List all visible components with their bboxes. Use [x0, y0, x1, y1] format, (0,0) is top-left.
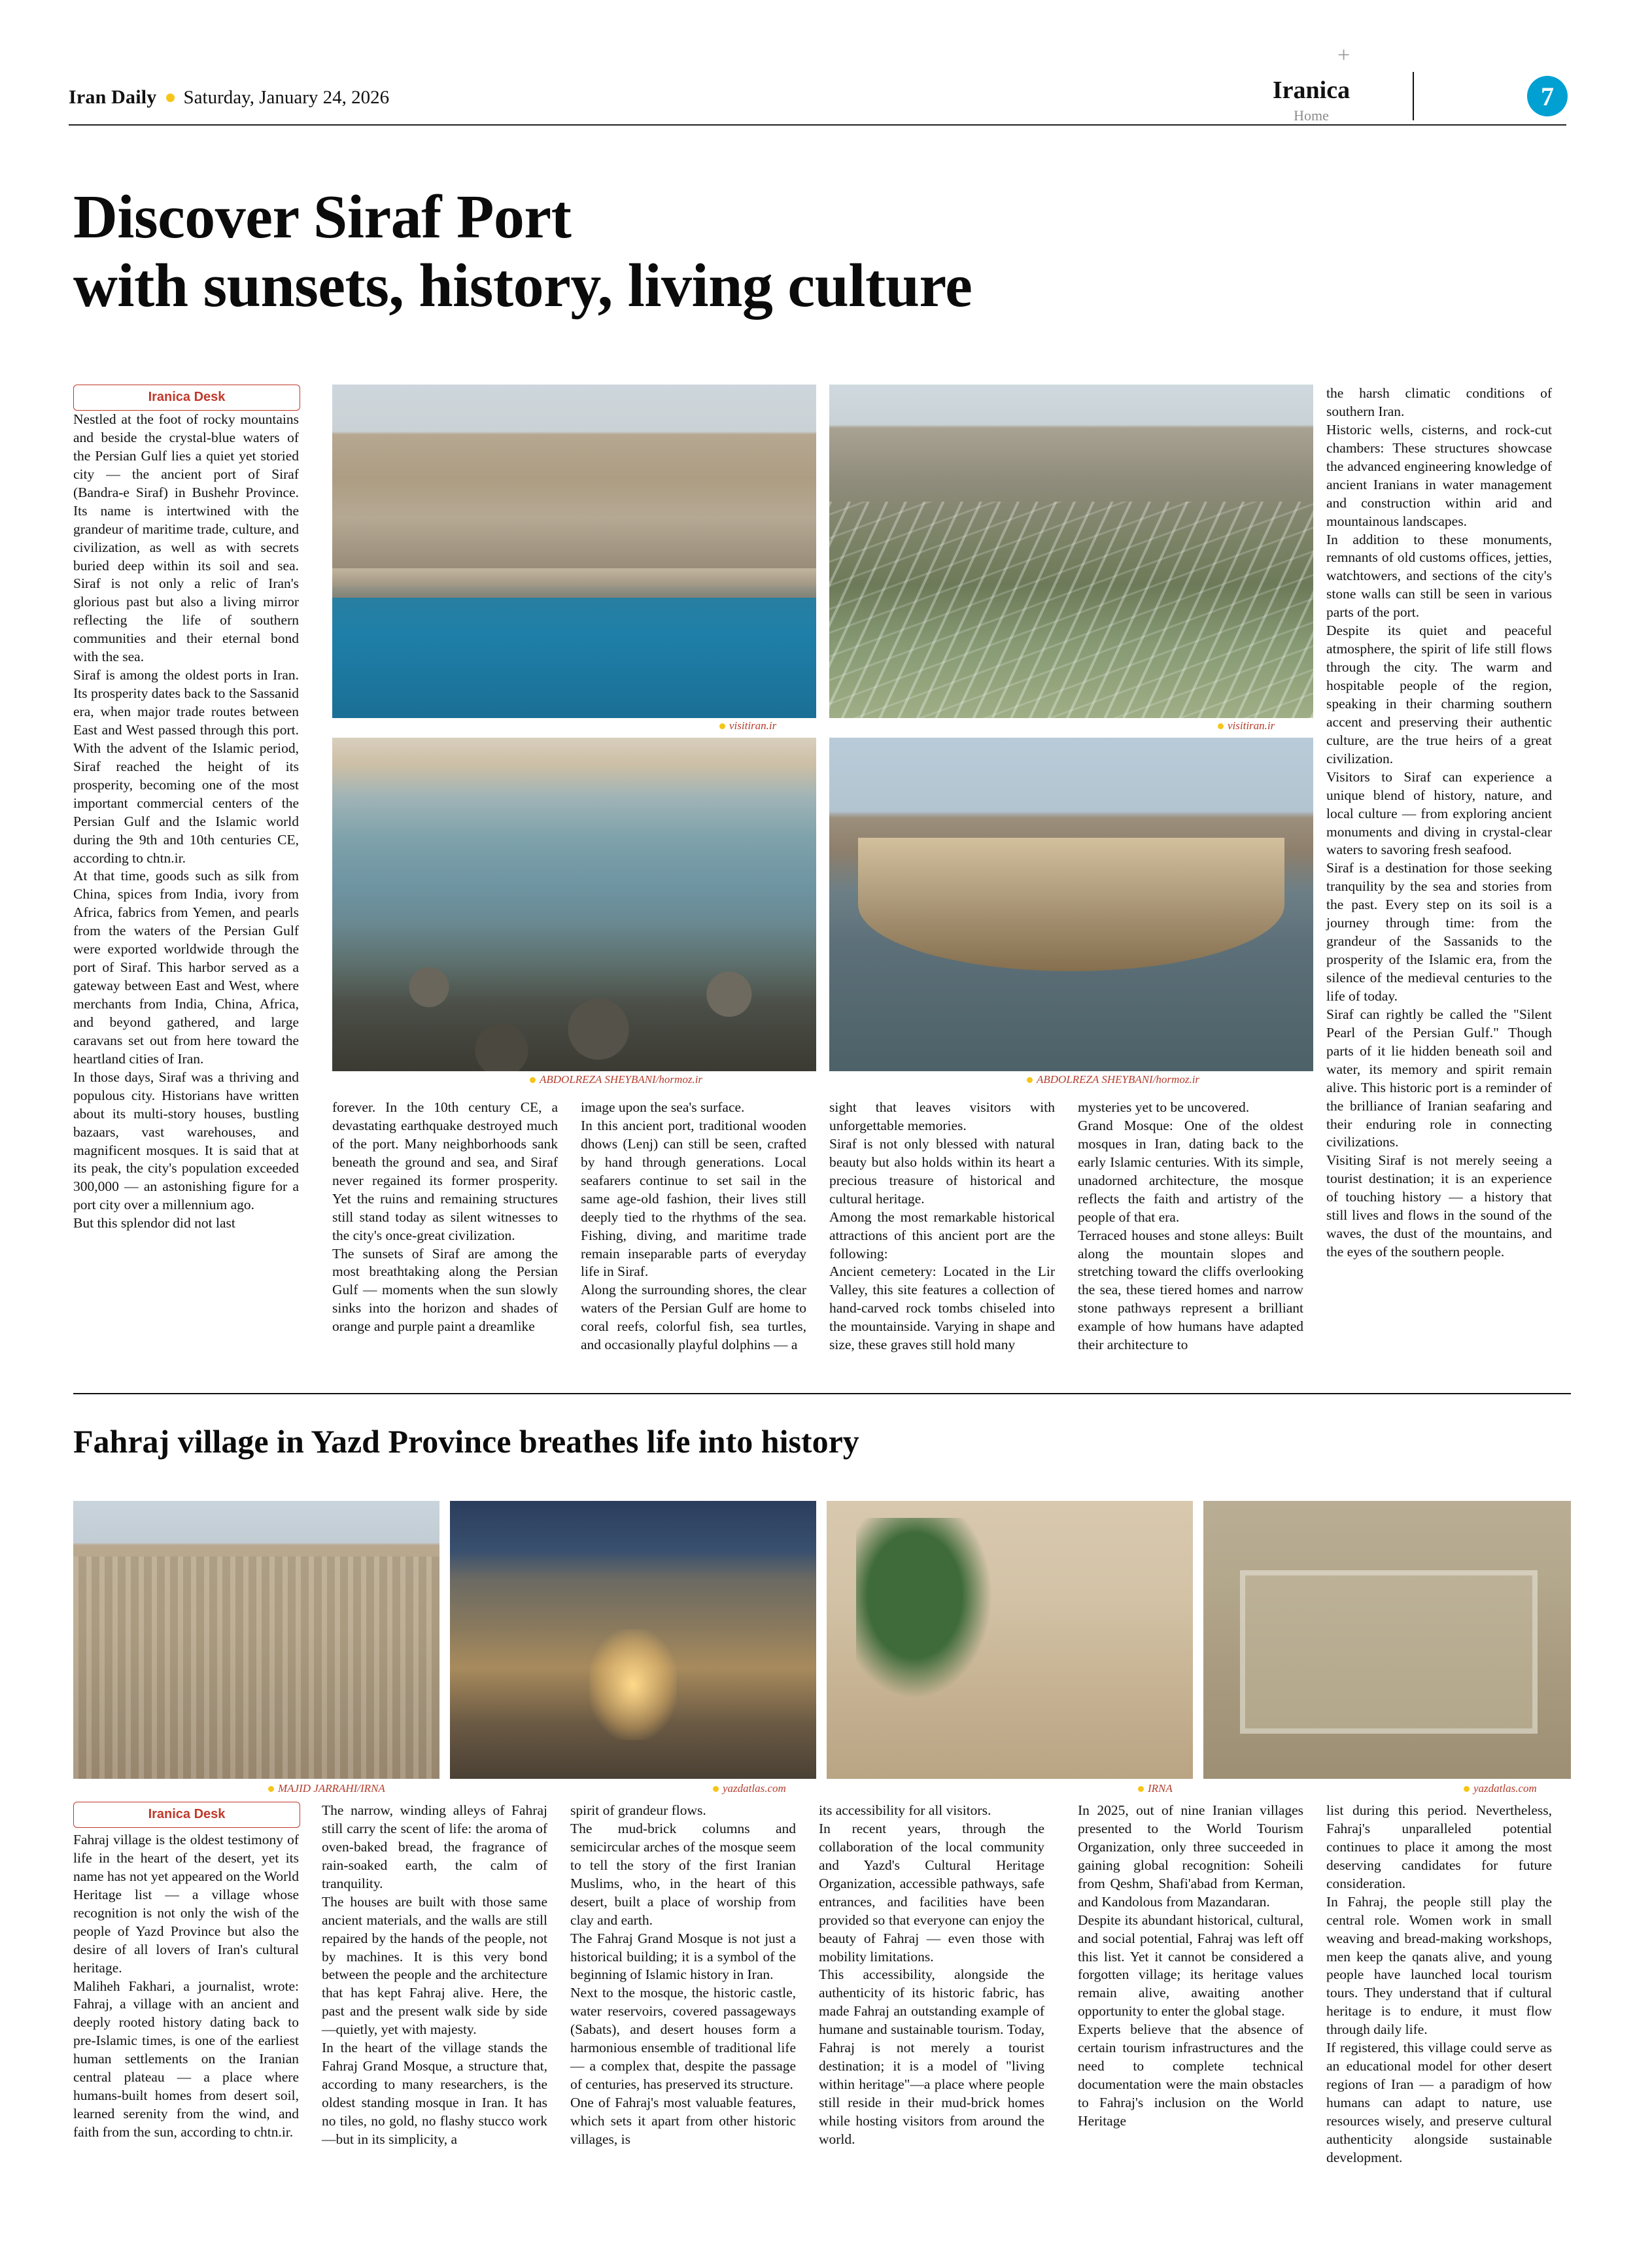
page-number-badge: 7: [1527, 76, 1568, 116]
article1-column-3: [581, 1099, 806, 1354]
credit-text: IRNA: [1148, 1782, 1173, 1795]
article1-desk-badge: Iranica Desk: [73, 385, 300, 411]
siraf-dhow-boats-photo-credit: [1027, 1073, 1199, 1086]
article2-column-5: [1078, 1802, 1303, 2131]
bullet-icon: [166, 94, 175, 102]
article1-column-1: [73, 411, 299, 1233]
paragraph: In addition to these monuments, remnants of old customs offices, jetties, watchtowers, and sections of the city's stone walls can still be seen in various parts of the port.: [1326, 531, 1552, 621]
credit-text: ABDOLREZA SHEYBANI/hormoz.ir: [1037, 1073, 1200, 1086]
paragraph: Siraf is not only blessed with natural beauty but also holds within its heart a precious treasure of historical and cultural heritage.: [829, 1135, 1055, 1207]
credit-text: MAJID JARRAHI/IRNA: [278, 1782, 385, 1795]
credit-text: ABDOLREZA SHEYBANI/hormoz.ir: [540, 1073, 703, 1086]
section-title: Iranica: [1272, 77, 1351, 104]
bullet-icon: [719, 723, 725, 729]
paragraph: Visitors to Siraf can experience a unique blend of history, nature, and local culture — from exploring ancient monuments and diving in crystal-clear waters to savoring fresh seafood.: [1326, 768, 1552, 858]
paragraph: In this ancient port, traditional wooden dhows (Lenj) can still be seen, crafted by hand through generations. Local seafarers continue to set sail in the same age-old fashion, their lives still deeply tied to the rhythms of the sea. Fishing, diving, and maritime trade remain inseparable parts of everyday life in Siraf.: [581, 1117, 806, 1280]
paragraph: Fahraj village is the oldest testimony of life in the heart of the desert, yet its name has not yet appeared on the World Heritage list — a village whose recognition is not only the wish of the people of Yazd Province but also the desire of all lovers of Iran's cultural heritage.: [73, 1832, 299, 1976]
bullet-icon: [1027, 1077, 1033, 1083]
paragraph: In recent years, through the collaboration of the local community and Yazd's Cultural Heritage Organization, accessible pathways, safe entrances, and facilities have been provided so that everyone can enjoy the beauty of Fahraj — even those with mobility limitations.: [819, 1820, 1044, 1965]
credit-text: yazdatlas.com: [723, 1782, 786, 1795]
paragraph: Nestled at the foot of rocky mountains and beside the crystal-blue waters of the Persian Gulf lies a quiet yet storied city — the ancient port of Siraf (Bandra-e Siraf) in Bushehr Province. Its name is intertwined with the grandeur of maritime trade, culture, and civilization, as well as with secrets buried deep within its soil and sea. Siraf is not only a relic of Iran's glorious past but also a living mirror reflecting the life of southern communities and their eternal bond with the sea.: [73, 411, 299, 665]
siraf-dhow-boats-photo: [829, 738, 1313, 1071]
paragraph: The mud-brick columns and semicircular arches of the mosque seem to tell the story of the first Iranian Muslims, who, in the heart of this desert, built a place of worship from clay and earth.: [570, 1820, 796, 1928]
fahraj-mosque-night-photo-credit: [713, 1782, 786, 1795]
bullet-icon: [1464, 1786, 1470, 1792]
paragraph: list during this period. Nevertheless, Fahraj's unparalleled potential continues to place it among the most deserving candidates for future consideration.: [1326, 1802, 1552, 1891]
article2-desk-badge: Iranica Desk: [73, 1802, 300, 1828]
paragraph: Siraf is a destination for those seeking tranquility by the sea and stories from the past. Every step on its soil is a journey through time: from the grandeur of the Sassanids to the prosperity of the Islamic era, from the silence of the medieval centuries to the life of today.: [1326, 860, 1552, 1004]
paragraph: Maliheh Fakhari, a journalist, wrote: Fahraj, a village with an ancient and deeply rooted history dating back to pre-Islamic times, is one of the earliest human settlements on the Iranian central plateau — a place where humans-built homes from desert soil, learned serenity from the wind, and faith from the sun, according to chtn.ir.: [73, 1978, 299, 2140]
paragraph: But this splendor did not last: [73, 1215, 235, 1231]
masthead-left: [69, 86, 389, 109]
credit-text: visitiran.ir: [729, 719, 777, 732]
article1-column-4: [829, 1099, 1055, 1354]
paragraph: In 2025, out of nine Iranian villages presented to the World Tourism Organization, only three succeeded in gaining global recognition: Soheili from Qeshm, Shafi'abad from Kerman, and Kandolous from Mazandaran.: [1078, 1802, 1303, 1910]
paragraph: The sunsets of Siraf are among the most breathtaking along the Persian Gulf — moments when the sun slowly sinks into the horizon and shades of orange and purple paint a dreamlike: [332, 1245, 558, 1335]
paragraph: Next to the mosque, the historic castle, water reservoirs, covered passageways (Sabats), and desert houses form a harmonious ensemble of traditional life — a complex that, despite the passage of centuries, has preserved its structure.: [570, 1985, 796, 2093]
paragraph: In Fahraj, the people still play the central role. Women work in small weaving and bread-making workshops, men keep the qanats alive, and young people have launched local tourism tours. They understand that if cultural heritage is to endure, it must flow through daily life.: [1326, 1893, 1552, 2038]
paragraph: forever. In the 10th century CE, a devastating earthquake destroyed much of the port. Many neighborhoods sank beneath the ground and sea, and Siraf never regained its former prosperity. Yet the ruins and remaining structures still stand today as silent witnesses to the city's once-great civilization.: [332, 1099, 558, 1243]
paragraph: The narrow, winding alleys of Fahraj still carry the scent of life: the aroma of oven-baked bread, the fragrance of rain-soaked earth, the calm of tranquility.: [322, 1802, 547, 1891]
article2-headline: Fahraj village in Yazd Province breathes life into history: [73, 1423, 859, 1460]
fahraj-aerial-photo-credit: [268, 1782, 385, 1795]
fahraj-aerial-photo: [73, 1501, 439, 1779]
headline-line-1: Discover Siraf Port: [73, 183, 572, 251]
fahraj-mosque-night-photo: [450, 1501, 816, 1779]
article2-column-3: [570, 1802, 796, 2149]
article2-column-4: [819, 1802, 1044, 2149]
paragraph: Experts believe that the absence of certain tourism infrastructures and the need to complete technical documentation were the main obstacles to Fahraj's inclusion on the World Heritage: [1078, 2021, 1303, 2129]
paragraph: If registered, this village could serve as an educational model for other desert regions of Iran — a paradigm of how humans can adapt to nature, use resources wisely, and preserve cultural authenticity alongside sustainable development.: [1326, 2040, 1552, 2165]
article1-column-6: [1326, 385, 1552, 1262]
paragraph: Historic wells, cisterns, and rock-cut chambers: These structures showcase the advanced engineering knowledge of ancient Iranians in water management and construction within arid and mountainous landscapes.: [1326, 421, 1552, 529]
siraf-town-photo-credit: [719, 719, 776, 732]
paragraph: image upon the sea's surface.: [581, 1099, 745, 1115]
paragraph: sight that leaves visitors with unforgettable memories.: [829, 1099, 1055, 1133]
masthead-divider: [1413, 72, 1414, 120]
fahraj-courtyard-photo-credit: [1138, 1782, 1173, 1795]
bullet-icon: [713, 1786, 719, 1792]
fahraj-fortress-photo: [1203, 1501, 1571, 1779]
paragraph: Siraf can rightly be called the "Silent Pearl of the Persian Gulf." Though parts of it lie hidden beneath soil and water, its memory and spirit remain alive. This historic port is a reminder of the brilliance of Iranian seafaring and their enduring role in connecting civilizations.: [1326, 1006, 1552, 1150]
paragraph: Terraced houses and stone alleys: Built along the mountain slopes and stretching toward the cliffs overlooking the sea, these tiered homes and narrow stone pathways represent a brilliant example of how humans have adapted their architecture to: [1078, 1227, 1303, 1353]
article1-column-2: [332, 1099, 558, 1336]
paragraph: The Fahraj Grand Mosque is not just a historical building; it is a symbol of the beginning of Islamic history in Iran.: [570, 1930, 796, 1983]
fahraj-fortress-photo-credit: [1464, 1782, 1537, 1795]
masthead: [69, 71, 1566, 126]
paragraph: One of Fahraj's most valuable features, which sets it apart from other historic villages, is: [570, 2095, 796, 2147]
paper-title: Iran Daily: [69, 86, 157, 108]
paragraph: mysteries yet to be uncovered.: [1078, 1099, 1250, 1115]
paragraph: In the heart of the village stands the Fahraj Grand Mosque, a structure that, according to many researchers, is the oldest standing mosque in Iran. It has no tiles, no gold, no flashy stucco work—but in its simplicity, a: [322, 2040, 547, 2147]
paragraph: Among the most remarkable historical attractions of this ancient port are the following:: [829, 1209, 1055, 1262]
credit-text: yazdatlas.com: [1473, 1782, 1537, 1795]
paragraph: Visiting Siraf is not merely seeing a tourist destination; it is an experience of touching history — a history that still lives and flows in the sound of the waves, the dust of the mountains, and the eyes of the southern people.: [1326, 1152, 1552, 1260]
paragraph: Despite its quiet and peaceful atmosphere, the spirit of life still flows through the city. The warm and hospitable people of the region, speaking in their charming southern accent and preserving their authentic culture, are the true heirs of a great civilization.: [1326, 623, 1552, 766]
siraf-town-photo: [332, 385, 816, 718]
paragraph: Siraf is among the oldest ports in Iran. Its prosperity dates back to the Sassanid era, when major trade routes between East and West passed through this port. With the advent of the Islamic period, Siraf reached the height of its prosperity, becoming one of the most important commercial centers of the Persian Gulf and the Islamic world during the 9th and 10th centuries CE, according to chtn.ir.: [73, 667, 299, 866]
article1-column-5: [1078, 1099, 1303, 1354]
bullet-icon: [1138, 1786, 1144, 1792]
issue-date: Saturday, January 24, 2026: [183, 86, 390, 108]
bullet-icon: [1218, 723, 1224, 729]
siraf-terraces-photo: [829, 385, 1313, 718]
paragraph: Along the surrounding shores, the clear waters of the Persian Gulf are home to coral reefs, colorful fish, sea turtles, and occasionally playful dolphins — a: [581, 1282, 806, 1353]
headline-line-2: with sunsets, history, living culture: [73, 252, 972, 320]
crop-mark: +: [1337, 43, 1351, 67]
section-block: [1239, 76, 1383, 124]
bullet-icon: [530, 1077, 536, 1083]
article1-headline: [73, 183, 1571, 321]
paragraph: Grand Mosque: One of the oldest mosques in Iran, dating back to the early Islamic centuries. With its simple, unadorned architecture, the mosque reflects the faith and artistry of the people of that era.: [1078, 1117, 1303, 1225]
article2-column-6: [1326, 1802, 1552, 2167]
paragraph: the harsh climatic conditions of southern Iran.: [1326, 385, 1552, 419]
siraf-sunset-shore-photo-credit: [530, 1073, 702, 1086]
credit-text: visitiran.ir: [1228, 719, 1275, 732]
paragraph: This accessibility, alongside the authenticity of its historic fabric, has made Fahraj an outstanding example of humane and sustainable tourism. Today, Fahraj is not merely a tourist destination; it is a model of "living within heritage"—a place where people still reside in their mud-brick homes while hosting visitors from around the world.: [819, 1967, 1044, 2147]
paragraph: At that time, goods such as silk from China, spices from India, ivory from Africa, fabrics from Yemen, and pearls from the waters of the Persian Gulf were exported worldwide through the port of Siraf. This harbor served as a gateway between East and West, where merchants from India, China, Africa, and beyond gathered, and large caravans set out from here toward the heartland cities of Iran.: [73, 868, 299, 1067]
article2-column-1: [73, 1831, 299, 2142]
siraf-terraces-photo-credit: [1218, 719, 1275, 732]
article-divider: [73, 1393, 1571, 1394]
paragraph: its accessibility for all visitors.: [819, 1802, 991, 1818]
paragraph: Ancient cemetery: Located in the Lir Valley, this site features a collection of hand-carved rock tombs chiseled into the mountainside. Varying in shape and size, these graves still hold many: [829, 1263, 1055, 1353]
fahraj-courtyard-photo: [827, 1501, 1193, 1779]
paragraph: In those days, Siraf was a thriving and populous city. Historians have written about its multi-story houses, bustling bazaars, vast warehouses, and magnificent mosques. It is said that at its peak, the city's population exceeded 300,000 — an astonishing figure for a port city over a millennium ago.: [73, 1069, 299, 1213]
siraf-sunset-shore-photo: [332, 738, 816, 1071]
section-subtitle: Home: [1294, 107, 1329, 124]
article2-column-2: [322, 1802, 547, 2149]
bullet-icon: [268, 1786, 274, 1792]
paragraph: Despite its abundant historical, cultural, and social potential, Fahraj was left off this list. Yet it cannot be considered a forgotten village; its heritage values remain alive, awaiting another opportunity to enter the global stage.: [1078, 1912, 1303, 2019]
paragraph: The houses are built with those same ancient materials, and the walls are still repaired by the hands of the people, not by machines. It is this very bond between the people and the architecture that has kept Fahraj alive. Here, the past and the present walk side by side—quietly, yet with majesty.: [322, 1893, 547, 2038]
paragraph: spirit of grandeur flows.: [570, 1802, 706, 1818]
